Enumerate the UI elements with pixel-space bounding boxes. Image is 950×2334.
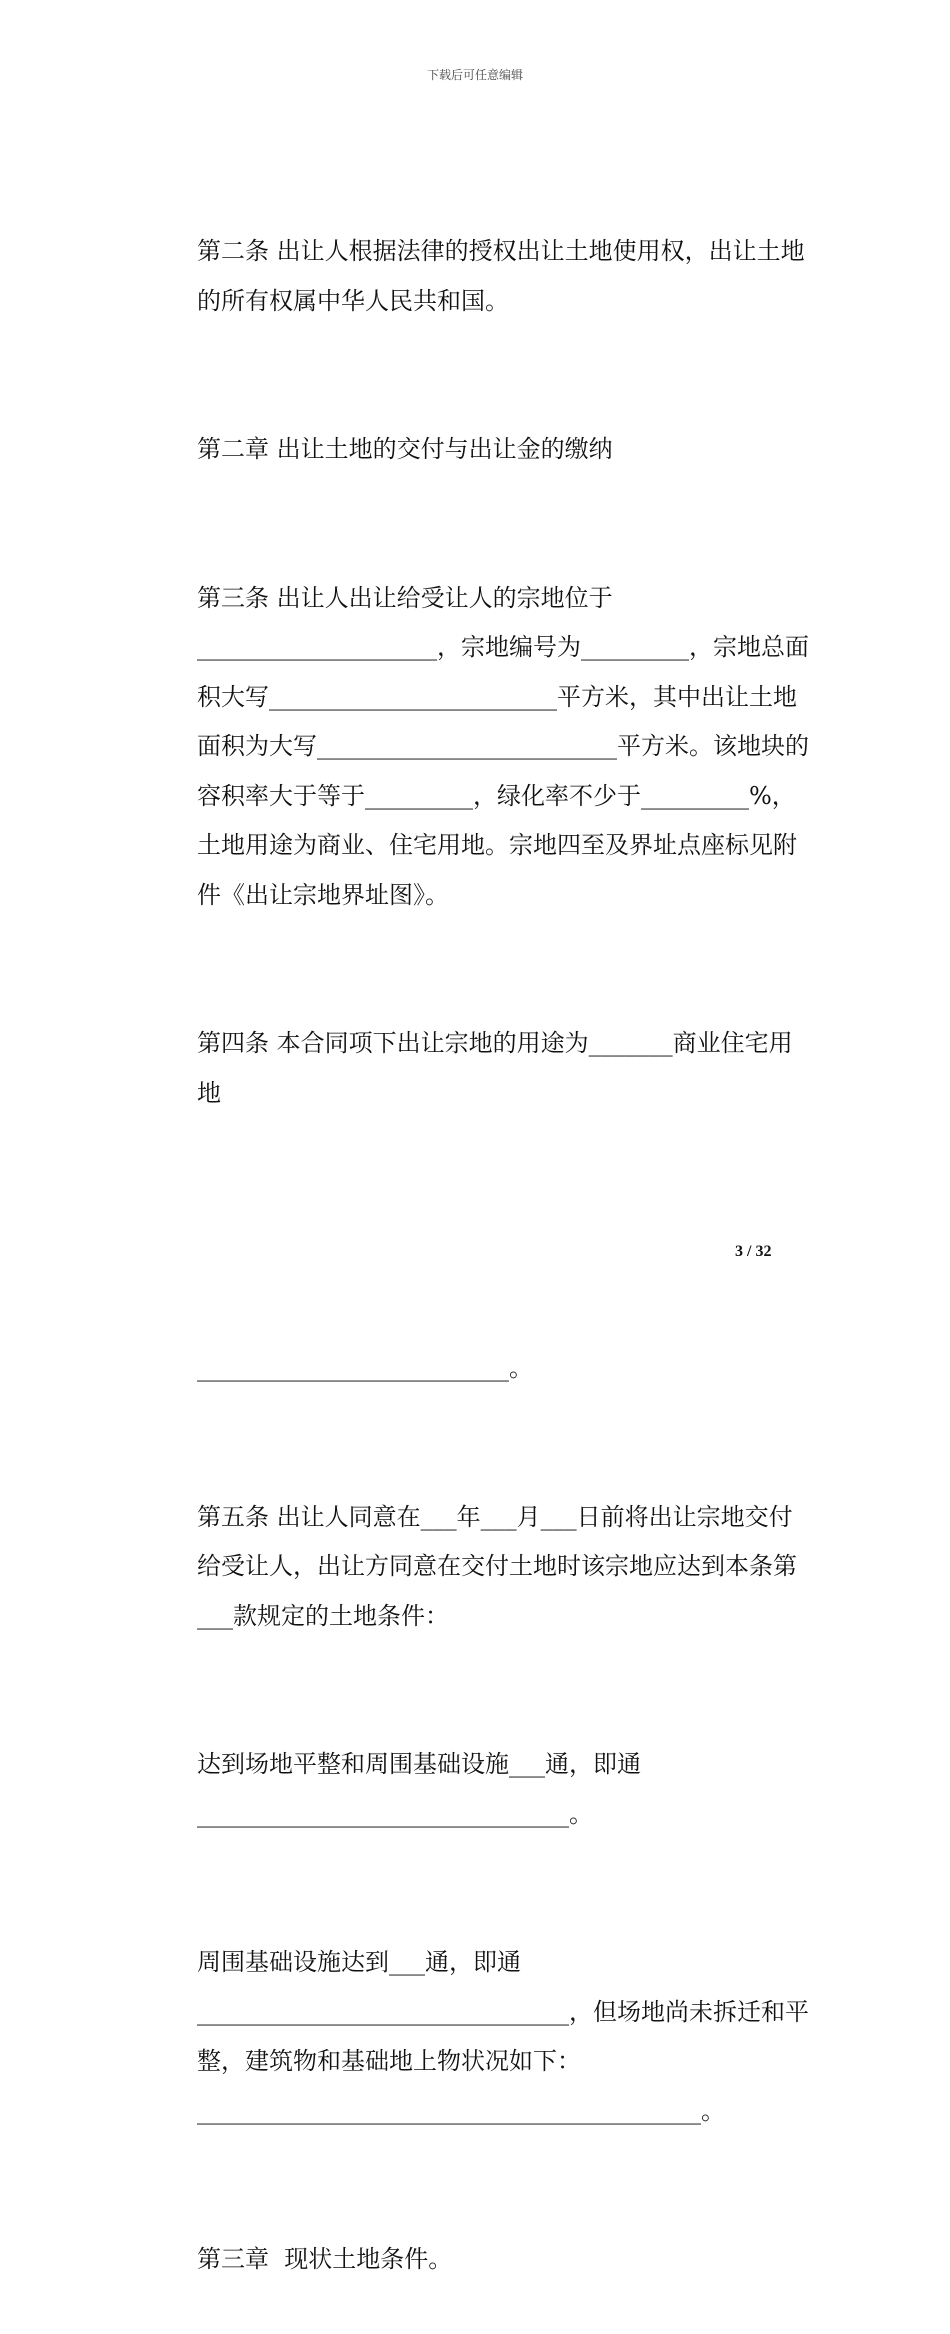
page-header: 下载后可任意编辑 xyxy=(426,68,523,82)
document-body xyxy=(145,128,810,2334)
article-4-blank-line: __________________________。 xyxy=(197,1354,533,1382)
paragraph-gap xyxy=(145,1217,810,1245)
article-2: 第二条 出让人根据法律的授权出让土地使用权，出让土地的所有权属中华人民共和国。 xyxy=(197,237,805,315)
condition-one: 达到场地平整和周围基础设施___通，即通_______________________________。 xyxy=(197,1750,641,1828)
article-4: 第四条 本合同项下出让宗地的用途为_______商业住宅用地 xyxy=(197,1029,793,1107)
chapter-2-heading: 第二章 出让土地的交付与出让金的缴纳 xyxy=(197,435,613,463)
condition-two: 周围基础设施达到___通，即通_______________________________，但场地尚未拆迁和平整，建筑物和基础地上物状况如下：__________________________________________。 xyxy=(197,1948,809,2125)
page-number: 3 / 32 xyxy=(735,1243,772,1260)
article-5: 第五条 出让人同意在___年___月___日前将出让宗地交付给受让人，出让方同意在交付土地时该宗地应达到本条第___款规定的土地条件： xyxy=(197,1502,797,1630)
article-3: 第三条 出让人出让给受让人的宗地位于____________________，宗地编号为_________，宗地总面积大写________________________平方米，其中出让土地面积为大写_________________________平方米。该地块的容积率大于等于_________，绿化率不少于_________%，土地用途为商业、住宅用地。宗地四至及界址点座标见附件《出让宗地界址图》。 xyxy=(197,583,809,909)
chapter-3-heading: 第三章 现状土地条件。 xyxy=(197,2245,453,2273)
